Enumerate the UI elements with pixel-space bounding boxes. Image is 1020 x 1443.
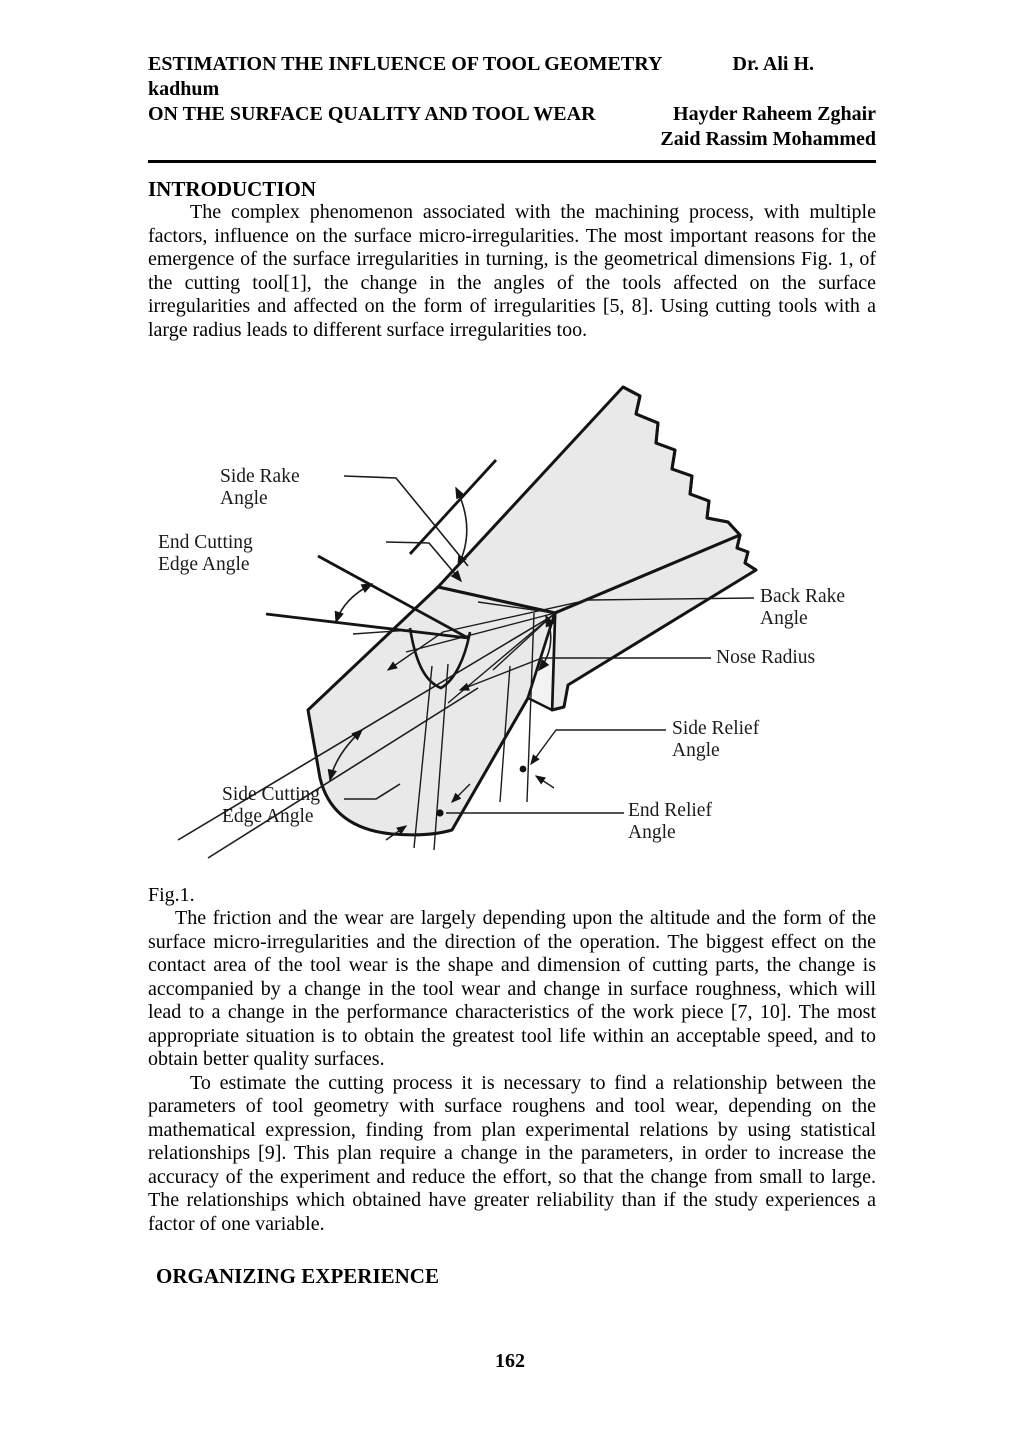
- section-heading-introduction: INTRODUCTION: [148, 177, 317, 201]
- section-heading-organizing-experience: ORGANIZING EXPERIENCE: [156, 1264, 439, 1288]
- paper-title-line1-cont: kadhum: [148, 78, 220, 100]
- figure-tool-geometry: [148, 370, 878, 870]
- paper-header: [148, 52, 876, 152]
- figure-label-end-relief: End Relief Angle: [628, 800, 712, 843]
- figure-label-side-relief: Side Relief Angle: [672, 718, 760, 761]
- figure-label-side-cutting: Side Cutting Edge Angle: [222, 784, 321, 827]
- figure-label-end-cutting: End Cutting Edge Angle: [158, 532, 253, 575]
- header-row-4: [148, 127, 876, 152]
- figure-label-nose-radius: Nose Radius: [716, 647, 816, 668]
- figure-label-side-rake: Side Rake Angle: [220, 466, 300, 509]
- side-relief-small-arrow: [536, 776, 554, 788]
- paper-title-line2: ON THE SURFACE QUALITY AND TOOL WEAR: [148, 103, 596, 125]
- end-relief-dot: [436, 809, 443, 816]
- paragraph-2: The friction and the wear are largely depending upon the altitude and the form of the surface micro-irregularities and the direction of the operation. The biggest effect on the contact area of the tool wear is the shape and dimension of cutting parts, the change is accompanied by a change in the tool wear and change in surface roughness, which will lead to a change in the performance characteristics of the work piece [7, 10]. The most appropriate situation is to obtain the greatest tool life within an acceptable speed, and to obtain better quality surfaces.: [148, 907, 876, 1070]
- author-2: Hayder Raheem Zghair: [673, 103, 876, 125]
- paragraph-3: To estimate the cutting process it is necessary to find a relationship between the parameters of tool geometry with surface roughens and tool wear, depending on the mathematical expression, finding from plan experimental relations by using statistical relationships [9]. This plan require a change in the parameters, in order to increase the accuracy of the experiment and reduce the effort, so that the change from small to large. The relationships which obtained have greater reliability than if the study experiences a factor of one variable.: [148, 1071, 876, 1235]
- page-number: 162: [495, 1350, 525, 1372]
- header-row-3: [148, 102, 876, 127]
- header-row-2: [148, 77, 876, 102]
- side-rake-leader-line: [344, 476, 468, 566]
- paragraph-1: The complex phenomenon associated with the machining process, with multiple factors, influence on the surface micro-irregularities. The most important reasons for the emergence of the surface irregularities in turning, is the geometrical dimensions Fig. 1, of the cutting tool[1], the change in the angles of the tools affected on the surface irregularities and affected on the form of irregularities [5, 8]. Using cutting tools with a large radius leads to different surface irregularities too.: [148, 201, 876, 341]
- side-relief-dot: [520, 766, 527, 773]
- figure-label-back-rake: Back Rake Angle: [760, 586, 846, 629]
- figure-1-caption: Fig.1.: [148, 884, 195, 906]
- author-1: Dr. Ali H.: [732, 53, 814, 75]
- author-3: Zaid Rassim Mohammed: [660, 128, 876, 150]
- header-rule: [148, 160, 876, 163]
- header-row-1: [148, 52, 876, 77]
- paper-title-line1: ESTIMATION THE INFLUENCE OF TOOL GEOMETRY: [148, 53, 663, 75]
- end-cutting-angle-arrow: [336, 584, 372, 622]
- figure-1-container: [148, 370, 878, 870]
- side-relief-leader-line: [531, 730, 666, 764]
